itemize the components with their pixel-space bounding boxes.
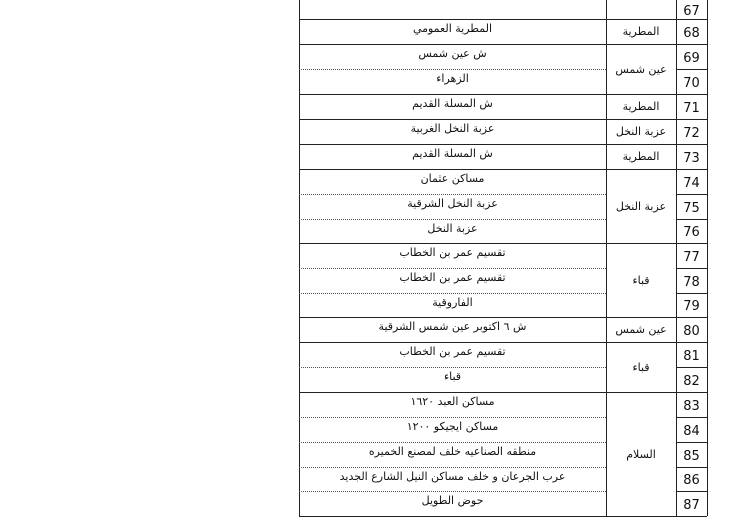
- street-name: مساكن العبد ١٦٢٠: [410, 395, 495, 408]
- row-number: 79: [683, 299, 700, 314]
- row-number: 68: [683, 25, 700, 41]
- street-name: عزبة النخل: [427, 221, 478, 235]
- row-number: 70: [683, 75, 700, 91]
- street-name: حوض الطويل: [421, 494, 484, 507]
- street-name: [303, 0, 602, 16]
- row-number: 84: [683, 423, 700, 439]
- row-number: 85: [683, 448, 700, 464]
- district-name: قباء: [632, 360, 650, 374]
- row-number: 81: [683, 348, 700, 364]
- street-name: قباء: [443, 370, 462, 383]
- bottom-border: [299, 516, 707, 517]
- row-number: 87: [683, 497, 700, 513]
- district-name: عزبة النخل: [615, 199, 667, 213]
- street-name: عزبة النخل الغربية: [410, 122, 495, 135]
- district-name: المطرية: [622, 100, 660, 113]
- district-name: عزبة النخل: [615, 125, 667, 138]
- district-name: المطرية: [622, 150, 660, 163]
- street-name: ش المسلة القديم: [412, 147, 493, 160]
- row-number: 83: [683, 398, 700, 414]
- row-number: 67: [683, 3, 700, 19]
- street-name: مساكن ايجيكو ١٢٠٠: [406, 420, 499, 433]
- row-number: 69: [683, 50, 700, 66]
- row-number: 77: [683, 249, 700, 265]
- street-name: ش المسلة القديم: [412, 97, 493, 110]
- street-name: تقسيم عمر بن الخطاب: [399, 246, 506, 259]
- right-border: [707, 0, 708, 516]
- street-name: تقسيم عمر بن الخطاب: [399, 345, 506, 358]
- district-name: عين شمس: [615, 323, 667, 336]
- row-number: 78: [683, 274, 700, 290]
- street-name: ش عين شمس: [418, 47, 487, 60]
- row-number: 75: [683, 200, 700, 216]
- street-name: الزهراء: [436, 72, 469, 85]
- row-number: 72: [683, 125, 700, 141]
- district-name: قباء: [632, 273, 650, 287]
- district-name: المطرية: [622, 25, 660, 38]
- row-number: 82: [683, 373, 700, 389]
- street-name: منطقه الصناعيه خلف لمصنع الخميره: [368, 445, 537, 458]
- district-column-border: [606, 0, 607, 516]
- row-number: 74: [683, 175, 700, 191]
- street-name: ش ٦ اكتوبر عين شمس الشرقية: [378, 320, 527, 333]
- district-name: عين شمس: [615, 62, 667, 76]
- district-name: السلام: [626, 447, 656, 461]
- row-number: 71: [683, 100, 700, 116]
- street-name: عزبة النخل الشرقية: [407, 197, 498, 210]
- street-name: المطرية العمومي: [412, 22, 493, 35]
- street-name: عرب الجرعان و خلف مساكن النيل الشارع الجديد: [339, 469, 566, 483]
- row-number: 80: [683, 323, 700, 339]
- row-number: 73: [683, 150, 700, 166]
- left-border: [299, 0, 300, 516]
- row-number: 76: [683, 225, 700, 240]
- street-name: تقسيم عمر بن الخطاب: [399, 271, 506, 284]
- street-name: الفاروقية: [432, 295, 473, 309]
- row-number: 86: [683, 473, 700, 488]
- street-name: مساكن عثمان: [420, 172, 485, 185]
